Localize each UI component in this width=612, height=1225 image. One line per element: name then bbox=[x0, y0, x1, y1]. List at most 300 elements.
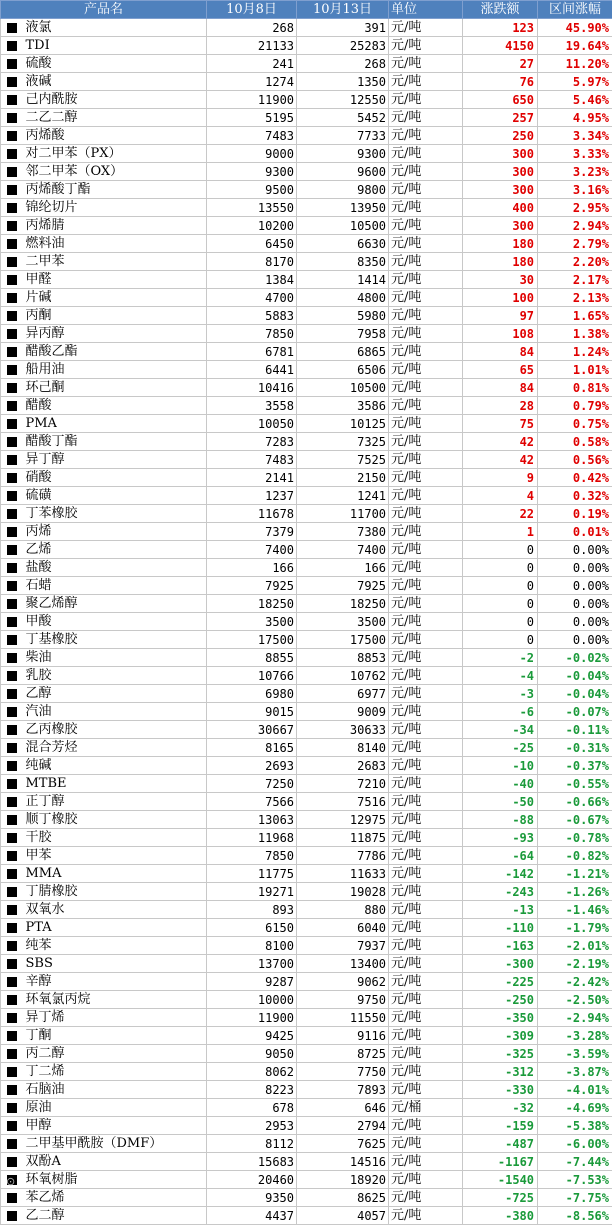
header-product-name: 产品名 bbox=[1, 1, 207, 19]
row-marker-icon bbox=[1, 361, 23, 379]
price-date2-cell: 6040 bbox=[297, 919, 389, 937]
product-name-cell: 纯苯 bbox=[23, 937, 207, 955]
percent-cell: 1.01% bbox=[538, 361, 612, 379]
percent-cell: -2.94% bbox=[538, 1009, 612, 1027]
price-date1-cell: 13063 bbox=[207, 811, 297, 829]
change-cell: 0 bbox=[463, 595, 538, 613]
price-date2-cell: 7380 bbox=[297, 523, 389, 541]
row-marker-icon bbox=[1, 217, 23, 235]
price-date1-cell: 8223 bbox=[207, 1081, 297, 1099]
unit-cell: 元/吨 bbox=[389, 811, 463, 829]
table-row bbox=[1, 685, 612, 703]
product-name-cell: 异丁烯 bbox=[23, 1009, 207, 1027]
header-percent: 区间涨幅 bbox=[538, 1, 612, 19]
table-row bbox=[1, 937, 612, 955]
percent-cell: -0.11% bbox=[538, 721, 612, 739]
price-date1-cell: 893 bbox=[207, 901, 297, 919]
row-marker-icon bbox=[1, 379, 23, 397]
percent-cell: -0.07% bbox=[538, 703, 612, 721]
row-marker-icon bbox=[1, 469, 23, 487]
change-cell: 65 bbox=[463, 361, 538, 379]
unit-cell: 元/吨 bbox=[389, 757, 463, 775]
change-cell: 257 bbox=[463, 109, 538, 127]
price-date1-cell: 4437 bbox=[207, 1207, 297, 1225]
price-date2-cell: 7958 bbox=[297, 325, 389, 343]
price-date1-cell: 9425 bbox=[207, 1027, 297, 1045]
unit-cell: 元/吨 bbox=[389, 145, 463, 163]
unit-cell: 元/吨 bbox=[389, 1027, 463, 1045]
price-date2-cell: 1241 bbox=[297, 487, 389, 505]
row-marker-icon bbox=[1, 487, 23, 505]
change-cell: -350 bbox=[463, 1009, 538, 1027]
change-cell: -1540 bbox=[463, 1171, 538, 1189]
change-cell: -88 bbox=[463, 811, 538, 829]
header-date-1: 10月8日 bbox=[207, 1, 297, 19]
row-marker-icon bbox=[1, 199, 23, 217]
product-name-cell: PTA bbox=[23, 919, 207, 937]
change-cell: -325 bbox=[463, 1045, 538, 1063]
percent-cell: 2.94% bbox=[538, 217, 612, 235]
percent-cell: -6.00% bbox=[538, 1135, 612, 1153]
price-date1-cell: 30667 bbox=[207, 721, 297, 739]
product-name-cell: 甲醇 bbox=[23, 1117, 207, 1135]
price-date2-cell: 7893 bbox=[297, 1081, 389, 1099]
price-date2-cell: 18250 bbox=[297, 595, 389, 613]
percent-cell: -0.04% bbox=[538, 667, 612, 685]
table-row bbox=[1, 397, 612, 415]
row-marker-icon bbox=[1, 73, 23, 91]
price-date1-cell: 21133 bbox=[207, 37, 297, 55]
unit-cell: 元/吨 bbox=[389, 973, 463, 991]
change-cell: -2 bbox=[463, 649, 538, 667]
row-marker-icon bbox=[1, 541, 23, 559]
percent-cell: -0.66% bbox=[538, 793, 612, 811]
unit-cell: 元/吨 bbox=[389, 919, 463, 937]
product-name-cell: SBS bbox=[23, 955, 207, 973]
change-cell: 123 bbox=[463, 19, 538, 37]
change-cell: 42 bbox=[463, 451, 538, 469]
price-date1-cell: 11968 bbox=[207, 829, 297, 847]
row-marker-icon bbox=[1, 919, 23, 937]
table-row bbox=[1, 19, 612, 37]
unit-cell: 元/吨 bbox=[389, 127, 463, 145]
table-row bbox=[1, 55, 612, 73]
row-marker-icon bbox=[1, 1099, 23, 1117]
price-date1-cell: 9000 bbox=[207, 145, 297, 163]
percent-cell: 2.17% bbox=[538, 271, 612, 289]
price-date2-cell: 2683 bbox=[297, 757, 389, 775]
price-date2-cell: 9062 bbox=[297, 973, 389, 991]
change-cell: -34 bbox=[463, 721, 538, 739]
table-row bbox=[1, 361, 612, 379]
row-marker-icon bbox=[1, 1135, 23, 1153]
table-row bbox=[1, 487, 612, 505]
product-name-cell: 二乙二醇 bbox=[23, 109, 207, 127]
change-cell: 650 bbox=[463, 91, 538, 109]
percent-cell: -7.44% bbox=[538, 1153, 612, 1171]
price-date1-cell: 20460 bbox=[207, 1171, 297, 1189]
price-date1-cell: 7925 bbox=[207, 577, 297, 595]
unit-cell: 元/吨 bbox=[389, 541, 463, 559]
percent-cell: -3.87% bbox=[538, 1063, 612, 1081]
percent-cell: 0.00% bbox=[538, 559, 612, 577]
unit-cell: 元/吨 bbox=[389, 631, 463, 649]
product-name-cell: 石脑油 bbox=[23, 1081, 207, 1099]
table-row bbox=[1, 307, 612, 325]
percent-cell: 0.79% bbox=[538, 397, 612, 415]
price-date1-cell: 11900 bbox=[207, 91, 297, 109]
change-cell: 97 bbox=[463, 307, 538, 325]
table-row bbox=[1, 865, 612, 883]
table-row bbox=[1, 451, 612, 469]
price-date1-cell: 7483 bbox=[207, 451, 297, 469]
price-date2-cell: 5452 bbox=[297, 109, 389, 127]
percent-cell: 2.13% bbox=[538, 289, 612, 307]
price-date1-cell: 8100 bbox=[207, 937, 297, 955]
price-date1-cell: 2953 bbox=[207, 1117, 297, 1135]
price-date2-cell: 7400 bbox=[297, 541, 389, 559]
price-date2-cell: 268 bbox=[297, 55, 389, 73]
percent-cell: -3.28% bbox=[538, 1027, 612, 1045]
row-marker-icon bbox=[1, 739, 23, 757]
percent-cell: 1.38% bbox=[538, 325, 612, 343]
unit-cell: 元/吨 bbox=[389, 91, 463, 109]
product-name-cell: 双酚A bbox=[23, 1153, 207, 1171]
change-cell: -13 bbox=[463, 901, 538, 919]
row-marker-icon bbox=[1, 631, 23, 649]
change-cell: -32 bbox=[463, 1099, 538, 1117]
change-cell: -50 bbox=[463, 793, 538, 811]
product-name-cell: 甲醛 bbox=[23, 271, 207, 289]
price-date2-cell: 2794 bbox=[297, 1117, 389, 1135]
table-row bbox=[1, 433, 612, 451]
price-date2-cell: 14516 bbox=[297, 1153, 389, 1171]
price-date2-cell: 9300 bbox=[297, 145, 389, 163]
change-cell: 75 bbox=[463, 415, 538, 433]
table-row bbox=[1, 973, 612, 991]
row-marker-icon bbox=[1, 271, 23, 289]
unit-cell: 元/吨 bbox=[389, 1189, 463, 1207]
percent-cell: 0.81% bbox=[538, 379, 612, 397]
price-date2-cell: 10500 bbox=[297, 379, 389, 397]
percent-cell: 0.00% bbox=[538, 613, 612, 631]
row-marker-icon bbox=[1, 397, 23, 415]
percent-cell: -7.75% bbox=[538, 1189, 612, 1207]
percent-cell: 0.19% bbox=[538, 505, 612, 523]
row-marker-icon bbox=[1, 991, 23, 1009]
row-marker-icon bbox=[1, 505, 23, 523]
product-name-cell: 混合芳烃 bbox=[23, 739, 207, 757]
unit-cell: 元/吨 bbox=[389, 397, 463, 415]
change-cell: -1167 bbox=[463, 1153, 538, 1171]
price-date2-cell: 9600 bbox=[297, 163, 389, 181]
product-name-cell: 硫磺 bbox=[23, 487, 207, 505]
unit-cell: 元/吨 bbox=[389, 577, 463, 595]
price-date2-cell: 25283 bbox=[297, 37, 389, 55]
change-cell: -93 bbox=[463, 829, 538, 847]
price-date2-cell: 9116 bbox=[297, 1027, 389, 1045]
price-date1-cell: 10000 bbox=[207, 991, 297, 1009]
row-marker-icon bbox=[1, 1063, 23, 1081]
price-date1-cell: 9050 bbox=[207, 1045, 297, 1063]
product-name-cell: TDI bbox=[23, 37, 207, 55]
row-marker-icon bbox=[1, 703, 23, 721]
row-marker-icon bbox=[1, 1153, 23, 1171]
product-name-cell: 正丁醇 bbox=[23, 793, 207, 811]
product-name-cell: 乙烯 bbox=[23, 541, 207, 559]
percent-cell: -2.19% bbox=[538, 955, 612, 973]
row-marker-icon bbox=[1, 343, 23, 361]
row-marker-icon bbox=[1, 307, 23, 325]
unit-cell: 元/吨 bbox=[389, 343, 463, 361]
table-row bbox=[1, 163, 612, 181]
price-date2-cell: 7325 bbox=[297, 433, 389, 451]
product-name-cell: PMA bbox=[23, 415, 207, 433]
price-date1-cell: 13550 bbox=[207, 199, 297, 217]
price-date1-cell: 1274 bbox=[207, 73, 297, 91]
price-date1-cell: 6781 bbox=[207, 343, 297, 361]
table-row bbox=[1, 721, 612, 739]
price-date2-cell: 7733 bbox=[297, 127, 389, 145]
table-row bbox=[1, 109, 612, 127]
price-date2-cell: 6630 bbox=[297, 235, 389, 253]
price-date1-cell: 9350 bbox=[207, 1189, 297, 1207]
row-marker-icon bbox=[1, 1189, 23, 1207]
unit-cell: 元/吨 bbox=[389, 451, 463, 469]
change-cell: 42 bbox=[463, 433, 538, 451]
table-row bbox=[1, 919, 612, 937]
product-name-cell: 硝酸 bbox=[23, 469, 207, 487]
product-name-cell: MMA bbox=[23, 865, 207, 883]
price-date2-cell: 8140 bbox=[297, 739, 389, 757]
unit-cell: 元/吨 bbox=[389, 829, 463, 847]
table-row bbox=[1, 199, 612, 217]
price-date1-cell: 11900 bbox=[207, 1009, 297, 1027]
table-row bbox=[1, 649, 612, 667]
table-row bbox=[1, 253, 612, 271]
row-marker-icon bbox=[1, 433, 23, 451]
percent-cell: 0.32% bbox=[538, 487, 612, 505]
row-marker-icon bbox=[1, 163, 23, 181]
row-marker-icon bbox=[1, 937, 23, 955]
price-date2-cell: 7210 bbox=[297, 775, 389, 793]
product-name-cell: 丙烯 bbox=[23, 523, 207, 541]
unit-cell: 元/吨 bbox=[389, 487, 463, 505]
unit-cell: 元/吨 bbox=[389, 793, 463, 811]
price-date2-cell: 19028 bbox=[297, 883, 389, 901]
percent-cell: -1.26% bbox=[538, 883, 612, 901]
percent-cell: -2.50% bbox=[538, 991, 612, 1009]
price-date1-cell: 13700 bbox=[207, 955, 297, 973]
unit-cell: 元/吨 bbox=[389, 19, 463, 37]
product-name-cell: 环己酮 bbox=[23, 379, 207, 397]
change-cell: 4150 bbox=[463, 37, 538, 55]
product-name-cell: 纯碱 bbox=[23, 757, 207, 775]
price-date1-cell: 18250 bbox=[207, 595, 297, 613]
unit-cell: 元/吨 bbox=[389, 1063, 463, 1081]
row-marker-icon bbox=[1, 955, 23, 973]
unit-cell: 元/吨 bbox=[389, 73, 463, 91]
table-row bbox=[1, 757, 612, 775]
price-date1-cell: 10200 bbox=[207, 217, 297, 235]
table-row bbox=[1, 595, 612, 613]
product-name-cell: 二甲苯 bbox=[23, 253, 207, 271]
row-marker-icon bbox=[1, 127, 23, 145]
unit-cell: 元/吨 bbox=[389, 361, 463, 379]
change-cell: -10 bbox=[463, 757, 538, 775]
price-date1-cell: 3558 bbox=[207, 397, 297, 415]
product-name-cell: 锦纶切片 bbox=[23, 199, 207, 217]
change-cell: 84 bbox=[463, 343, 538, 361]
product-name-cell: 二甲基甲酰胺（DMF） bbox=[23, 1135, 207, 1153]
percent-cell: -0.82% bbox=[538, 847, 612, 865]
change-cell: 84 bbox=[463, 379, 538, 397]
row-marker-icon bbox=[1, 595, 23, 613]
table-row bbox=[1, 505, 612, 523]
row-marker-icon bbox=[1, 19, 23, 37]
percent-cell: 0.00% bbox=[538, 595, 612, 613]
product-name-cell: 乙二醇 bbox=[23, 1207, 207, 1225]
change-cell: 180 bbox=[463, 235, 538, 253]
row-marker-icon bbox=[1, 613, 23, 631]
change-cell: -163 bbox=[463, 937, 538, 955]
change-cell: -6 bbox=[463, 703, 538, 721]
product-name-cell: 船用油 bbox=[23, 361, 207, 379]
price-date1-cell: 5883 bbox=[207, 307, 297, 325]
price-date1-cell: 2693 bbox=[207, 757, 297, 775]
change-cell: -380 bbox=[463, 1207, 538, 1225]
price-date1-cell: 3500 bbox=[207, 613, 297, 631]
price-date1-cell: 10050 bbox=[207, 415, 297, 433]
unit-cell: 元/吨 bbox=[389, 937, 463, 955]
price-date1-cell: 17500 bbox=[207, 631, 297, 649]
product-name-cell: 醋酸 bbox=[23, 397, 207, 415]
percent-cell: -0.02% bbox=[538, 649, 612, 667]
price-date2-cell: 11875 bbox=[297, 829, 389, 847]
price-date2-cell: 12550 bbox=[297, 91, 389, 109]
price-date1-cell: 8062 bbox=[207, 1063, 297, 1081]
percent-cell: 0.42% bbox=[538, 469, 612, 487]
row-marker-icon bbox=[1, 883, 23, 901]
row-marker-icon bbox=[1, 325, 23, 343]
unit-cell: 元/吨 bbox=[389, 325, 463, 343]
percent-cell: 0.56% bbox=[538, 451, 612, 469]
row-marker-icon bbox=[1, 1045, 23, 1063]
change-cell: -64 bbox=[463, 847, 538, 865]
percent-cell: -2.42% bbox=[538, 973, 612, 991]
change-cell: -25 bbox=[463, 739, 538, 757]
price-date2-cell: 5980 bbox=[297, 307, 389, 325]
table-row bbox=[1, 181, 612, 199]
price-date1-cell: 1384 bbox=[207, 271, 297, 289]
unit-cell: 元/吨 bbox=[389, 739, 463, 757]
product-name-cell: 甲苯 bbox=[23, 847, 207, 865]
table-row bbox=[1, 235, 612, 253]
price-date1-cell: 7250 bbox=[207, 775, 297, 793]
price-date1-cell: 678 bbox=[207, 1099, 297, 1117]
price-date1-cell: 6450 bbox=[207, 235, 297, 253]
product-name-cell: 丙烯酸丁酯 bbox=[23, 181, 207, 199]
product-name-cell: 液碱 bbox=[23, 73, 207, 91]
percent-cell: 5.46% bbox=[538, 91, 612, 109]
change-cell: 100 bbox=[463, 289, 538, 307]
table-row bbox=[1, 775, 612, 793]
change-cell: -142 bbox=[463, 865, 538, 883]
price-date2-cell: 30633 bbox=[297, 721, 389, 739]
price-date1-cell: 6150 bbox=[207, 919, 297, 937]
row-marker-icon bbox=[1, 757, 23, 775]
price-date2-cell: 6977 bbox=[297, 685, 389, 703]
table-row bbox=[1, 631, 612, 649]
percent-cell: 0.01% bbox=[538, 523, 612, 541]
price-date2-cell: 3586 bbox=[297, 397, 389, 415]
table-row bbox=[1, 343, 612, 361]
price-date1-cell: 7379 bbox=[207, 523, 297, 541]
price-date2-cell: 1350 bbox=[297, 73, 389, 91]
percent-cell: -3.59% bbox=[538, 1045, 612, 1063]
table-row bbox=[1, 1009, 612, 1027]
unit-cell: 元/吨 bbox=[389, 847, 463, 865]
percent-cell: -0.31% bbox=[538, 739, 612, 757]
change-cell: -309 bbox=[463, 1027, 538, 1045]
unit-cell: 元/吨 bbox=[389, 1171, 463, 1189]
price-date1-cell: 241 bbox=[207, 55, 297, 73]
percent-cell: 19.64% bbox=[538, 37, 612, 55]
product-name-cell: 甲酸 bbox=[23, 613, 207, 631]
percent-cell: -0.37% bbox=[538, 757, 612, 775]
product-name-cell: 硫酸 bbox=[23, 55, 207, 73]
product-name-cell: 丁二烯 bbox=[23, 1063, 207, 1081]
unit-cell: 元/吨 bbox=[389, 1207, 463, 1225]
percent-cell: 5.97% bbox=[538, 73, 612, 91]
price-date1-cell: 8855 bbox=[207, 649, 297, 667]
percent-cell: 45.90% bbox=[538, 19, 612, 37]
product-name-cell: 乙醇 bbox=[23, 685, 207, 703]
table-row bbox=[1, 559, 612, 577]
row-marker-icon bbox=[1, 793, 23, 811]
header-change: 涨跌额 bbox=[463, 1, 538, 19]
table-row bbox=[1, 847, 612, 865]
price-date1-cell: 2141 bbox=[207, 469, 297, 487]
change-cell: 300 bbox=[463, 163, 538, 181]
header-unit: 单位 bbox=[389, 1, 463, 19]
product-name-cell: 原油 bbox=[23, 1099, 207, 1117]
change-cell: -487 bbox=[463, 1135, 538, 1153]
unit-cell: 元/吨 bbox=[389, 865, 463, 883]
price-date2-cell: 1414 bbox=[297, 271, 389, 289]
change-cell: -725 bbox=[463, 1189, 538, 1207]
row-marker-icon bbox=[1, 253, 23, 271]
price-date2-cell: 11633 bbox=[297, 865, 389, 883]
table-row bbox=[1, 703, 612, 721]
percent-cell: 3.34% bbox=[538, 127, 612, 145]
price-date1-cell: 7400 bbox=[207, 541, 297, 559]
unit-cell: 元/吨 bbox=[389, 775, 463, 793]
table-row bbox=[1, 811, 612, 829]
table-row bbox=[1, 523, 612, 541]
product-name-cell: 醋酸丁酯 bbox=[23, 433, 207, 451]
row-marker-icon bbox=[1, 865, 23, 883]
table-row bbox=[1, 91, 612, 109]
unit-cell: 元/吨 bbox=[389, 595, 463, 613]
price-date1-cell: 9500 bbox=[207, 181, 297, 199]
price-date2-cell: 8725 bbox=[297, 1045, 389, 1063]
change-cell: -250 bbox=[463, 991, 538, 1009]
unit-cell: 元/吨 bbox=[389, 523, 463, 541]
product-name-cell: 邻二甲苯（OX） bbox=[23, 163, 207, 181]
product-name-cell: 双氧水 bbox=[23, 901, 207, 919]
change-cell: 22 bbox=[463, 505, 538, 523]
